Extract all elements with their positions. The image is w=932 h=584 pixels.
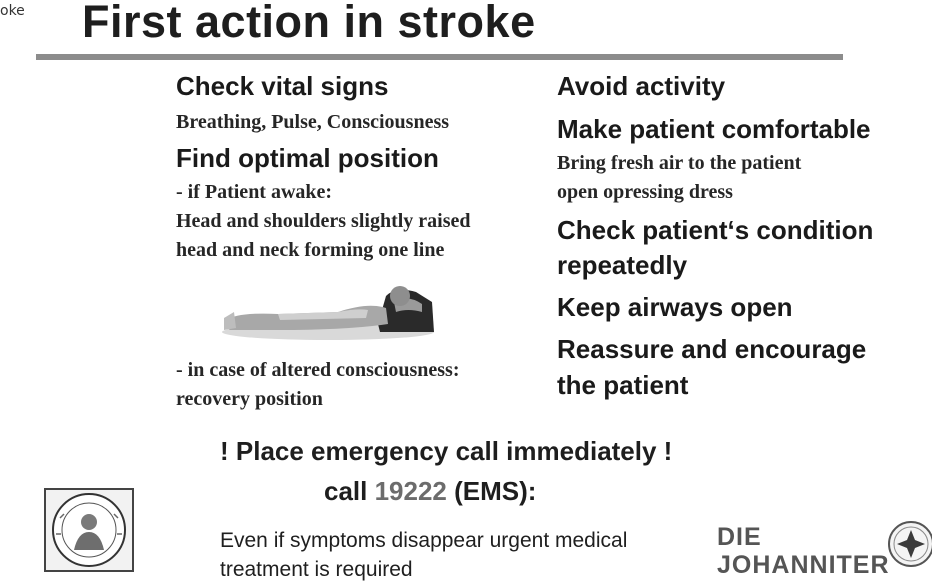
- make-comfortable-heading: Make patient comfortable: [557, 114, 871, 144]
- emergency-call-line: ! Place emergency call immediately !: [220, 436, 673, 466]
- seal-emblem-icon: [44, 488, 134, 572]
- reassure-heading: Reassure and encourage: [557, 334, 867, 364]
- ems-number: 19222: [374, 476, 447, 506]
- call-prefix: call: [324, 476, 375, 506]
- page-title: First action in stroke: [82, 0, 536, 47]
- check-vital-signs-heading: Check vital signs: [176, 71, 389, 101]
- note-line-2: treatment is required: [220, 558, 413, 581]
- avoid-activity-heading: Avoid activity: [557, 71, 726, 101]
- fresh-air-line: Bring fresh air to the patient: [557, 152, 802, 174]
- logo-line-die: DIE: [717, 523, 762, 551]
- position-awake-line: - if Patient awake:: [176, 181, 333, 203]
- position-head-shoulders-line: Head and shoulders slightly raised: [176, 210, 471, 232]
- reassure-heading-cont: the patient: [557, 370, 689, 400]
- patient-position-illustration: [218, 272, 438, 344]
- position-head-neck-line: head and neck forming one line: [176, 239, 445, 261]
- check-condition-heading-cont: repeatedly: [557, 250, 688, 280]
- optimal-position-heading: Find optimal position: [176, 143, 439, 173]
- check-condition-heading: Check patient‘s condition: [557, 215, 874, 245]
- call-suffix: (EMS):: [446, 476, 537, 506]
- recovery-position-line: recovery position: [176, 388, 323, 410]
- cross-emblem-icon: [886, 516, 932, 572]
- open-dress-line: open opressing dress: [557, 181, 733, 203]
- airways-heading: Keep airways open: [557, 292, 793, 322]
- altered-consciousness-line: - in case of altered consciousness:: [176, 359, 460, 381]
- call-number-line: [324, 476, 536, 507]
- vital-signs-detail: Breathing, Pulse, Consciousness: [176, 111, 450, 133]
- logo-line-johanniter: JOHANNITER: [717, 551, 890, 579]
- corner-text-fragment: oke: [0, 3, 25, 19]
- note-line-1: Even if symptoms disappear urgent medical: [220, 529, 628, 552]
- title-divider: [36, 54, 843, 60]
- johanniter-logo-text: [717, 523, 890, 579]
